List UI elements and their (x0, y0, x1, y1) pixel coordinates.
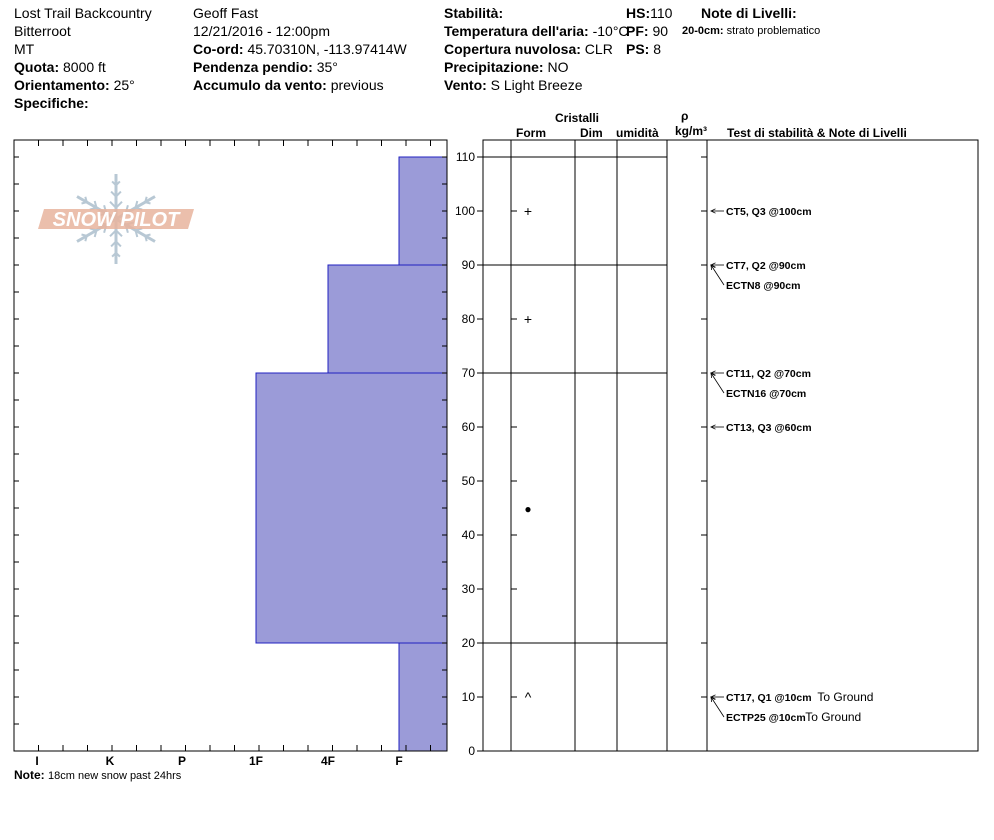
pf-label: PF: (626, 23, 649, 39)
pf-value: 90 (652, 23, 669, 39)
stability-test-label: ECTP25 @10cm (726, 712, 806, 724)
stability-tests (711, 206, 873, 724)
size-header: Dim (580, 126, 603, 140)
stability-test-label: CT13, Q3 @60cm (726, 422, 812, 434)
elevation-value: 8000 ft (63, 59, 106, 75)
air-temp-value: -10°C (592, 23, 629, 39)
stability-test-label: CT11, Q2 @70cm (726, 368, 811, 380)
depth-tick-label: 90 (461, 258, 475, 272)
precip-value: NO (547, 59, 569, 75)
test-pointer-line (711, 373, 724, 393)
depth-tick-label: 30 (461, 582, 475, 596)
hs-value: 110 (650, 5, 673, 21)
stability-test-note: To Ground (805, 710, 862, 724)
stability-test-note: To Ground (817, 690, 874, 704)
specifics-label: Specifiche: (14, 95, 89, 111)
depth-tick-label: 20 (461, 636, 475, 650)
depth-tick-label: 70 (461, 366, 475, 380)
sky-label: Copertura nuvolosa: (444, 41, 581, 57)
crystal-grid (483, 140, 978, 751)
moisture-header: umidità (616, 126, 659, 140)
wind-loading-value: previous (330, 77, 384, 93)
depth-tick-label: 0 (468, 744, 475, 758)
wind-value: S Light Breeze (490, 77, 583, 93)
form-header: Form (516, 126, 546, 140)
hardness-label: 1F (248, 754, 264, 768)
location-name: Lost Trail Backcountry (14, 5, 152, 21)
right-chart-frame (483, 140, 978, 751)
hardness-label: I (35, 754, 39, 768)
observer-name: Geoff Fast (193, 5, 259, 21)
layer-notes-title: Note di Livelli: (701, 5, 797, 21)
stability-test-label: CT5, Q3 @100cm (726, 206, 812, 218)
wind-loading-label: Accumulo da vento: (193, 77, 327, 93)
depth-axis (455, 150, 483, 758)
crystals-header: Cristalli (555, 111, 600, 125)
layer-note-depth: 20-0cm: (682, 25, 724, 37)
slope-label: Pendenza pendio: (193, 59, 313, 75)
mountain-range: Bitterroot (14, 23, 71, 39)
sky-value: CLR (584, 41, 613, 57)
hardness-bar (256, 373, 447, 643)
stability-test-label: ECTN16 @70cm (726, 388, 807, 400)
depth-tick-label: 50 (461, 474, 475, 488)
hardness-label: P (177, 754, 187, 768)
hardness-profile (256, 157, 447, 751)
depth-tick-label: 100 (454, 204, 475, 218)
stability-label: Stabilità: (444, 5, 504, 21)
depth-tick-label: 110 (455, 150, 475, 164)
stability-test-label: ECTN8 @90cm (726, 280, 801, 292)
hardness-bar (399, 157, 447, 265)
coordinates-label: Co-ord: (193, 41, 244, 57)
aspect-value: 25° (113, 77, 135, 93)
hardness-label: F (395, 754, 403, 768)
crystal-form-symbol: ● (524, 502, 532, 516)
crystal-form-symbol: + (523, 311, 533, 327)
depth-tick-label: 10 (461, 690, 475, 704)
ps-label: PS: (626, 41, 650, 57)
hs-label: HS: (626, 5, 651, 21)
test-pointer-line (711, 697, 724, 717)
slope-value: 35° (316, 59, 338, 75)
stability-test-label: CT7, Q2 @90cm (726, 260, 806, 272)
hardness-label: K (105, 754, 115, 768)
elevation-label: Quota: (14, 59, 60, 75)
crystal-forms (524, 203, 532, 705)
precip-label: Precipitazione: (444, 59, 544, 75)
coordinates-value: 45.70310N, -113.97414W (247, 41, 407, 57)
wind-label: Vento: (444, 77, 487, 93)
hardness-bar (328, 265, 447, 373)
test-pointer-line (711, 265, 724, 285)
note-text: 18cm new snow past 24hrs (48, 770, 182, 782)
state: MT (14, 41, 35, 57)
hardness-label: 4F (320, 754, 336, 768)
depth-tick-label: 40 (461, 528, 475, 542)
density-symbol: ρ (681, 109, 689, 123)
observation-datetime: 12/21/2016 - 12:00pm (193, 23, 330, 39)
stability-test-label: CT17, Q1 @10cm (726, 692, 812, 704)
depth-tick-label: 60 (461, 420, 475, 434)
hardness-bar (399, 643, 447, 751)
depth-tick-label: 80 (461, 312, 475, 326)
stability-tests-header: Test di stabilità & Note di Livelli (727, 126, 907, 140)
note-label: Note: (14, 768, 45, 782)
air-temp-label: Temperatura dell'aria: (444, 23, 589, 39)
flake-branch (145, 202, 150, 203)
ps-value: 8 (653, 41, 662, 57)
density-unit: kg/m³ (675, 124, 708, 138)
aspect-label: Orientamento: (14, 77, 110, 93)
crystal-form-symbol: + (523, 203, 533, 219)
logo-text: SNOW PILOT (52, 209, 180, 231)
crystal-form-symbol: ^ (524, 689, 532, 705)
snowpilot-logo (38, 174, 194, 264)
flake-branch (82, 235, 87, 236)
layer-note-text: strato problematico (726, 25, 821, 37)
